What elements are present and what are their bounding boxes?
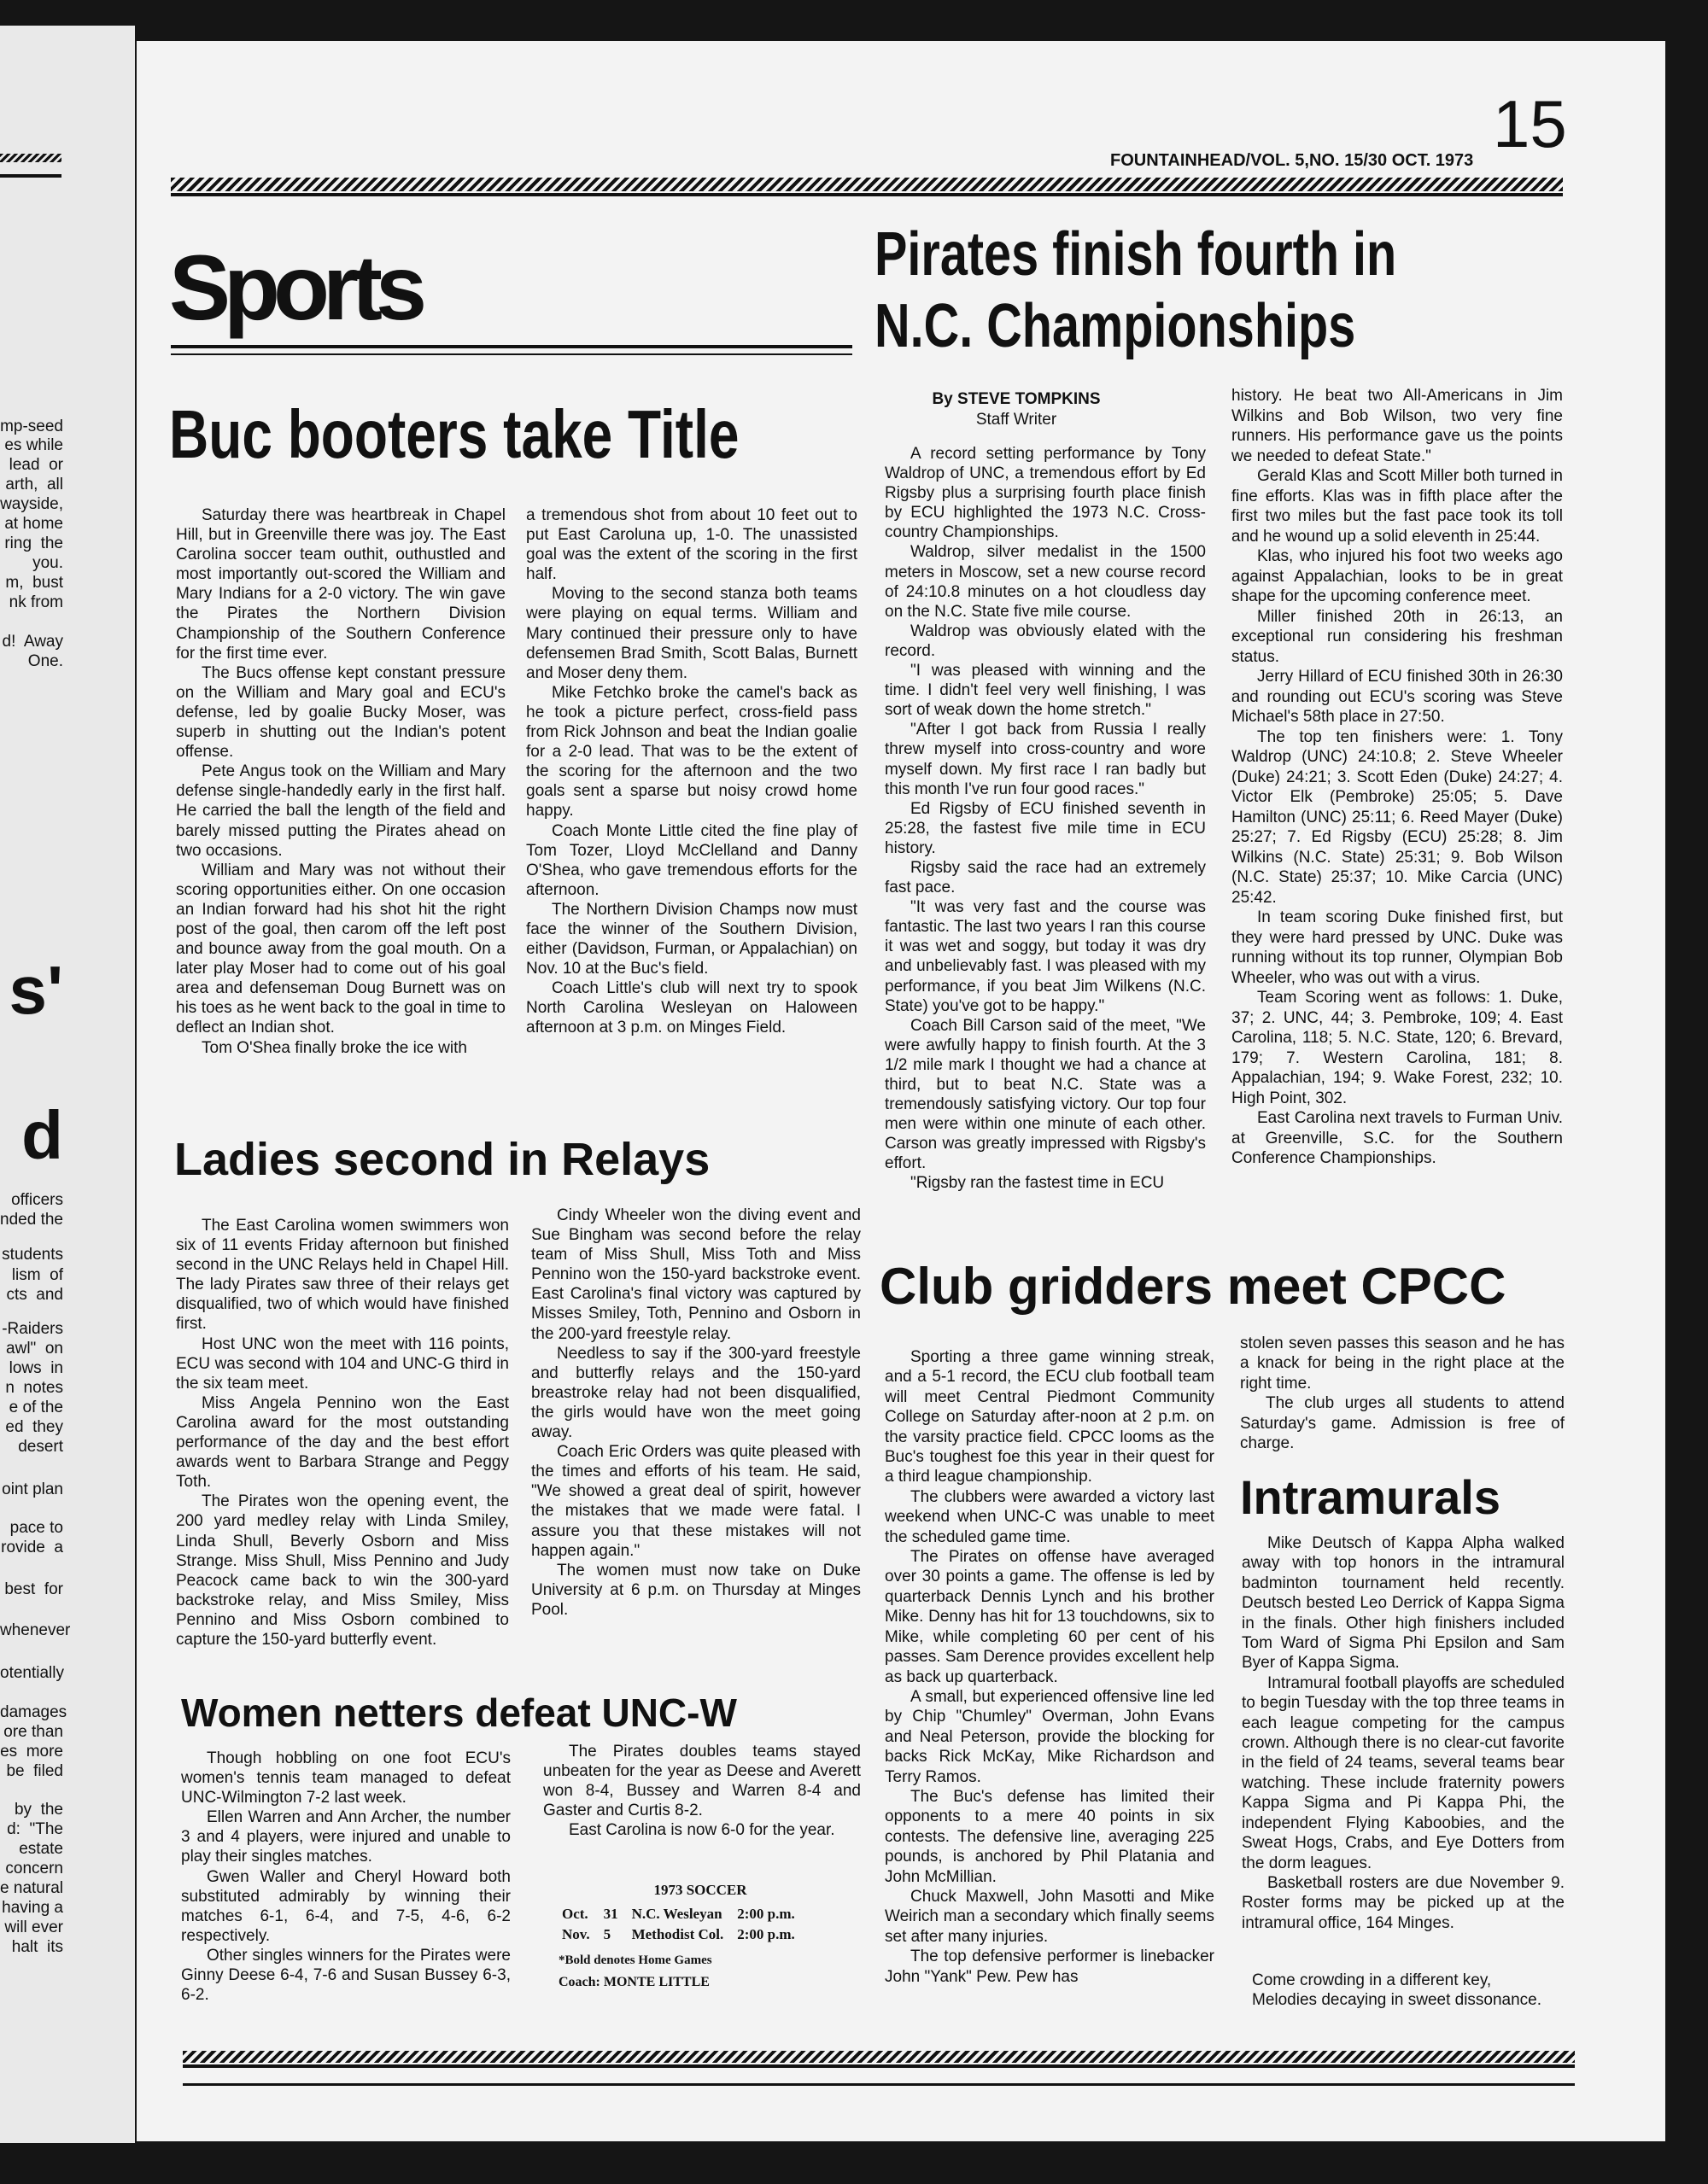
paragraph: Saturday there was heartbreak in Chapel Hill, but in Greenville there was joy. The East Carolina soccer team outhit, outhustled and most importantly out-scored the William and Mary Indians for a 2-0 victory. The win gave the Pirates the Northern Division Championship of the Southern Conference for the first time ever.	[176, 506, 506, 663]
filler-line-2: Melodies decaying in sweet dissonance.	[1252, 1991, 1542, 2009]
adjacent-page-fragment: students	[2, 1246, 63, 1264]
adjacent-page-edge	[0, 26, 135, 2143]
paragraph: Sporting a three game winning streak, and a 5-1 record, the ECU club football team will meet Central Piedmont Community College on Saturday after-noon at 2 p.m. on the varsity practice field. CPCC looms as the Buc's toughest foe this year in their quest for a third league championship.	[885, 1348, 1214, 1486]
paragraph: The top ten finishers were: 1. Tony Waldrop (UNC) 24:10.8; 2. Steve Wheeler (Duke) 24:21; 3. Scott Eden (Duke) 24:27; 4. Victor Elk (Pembroke) 25:05; 5. Dave Hamilton (UNC) 25:11; 6. Reed Mayer (Duke) 25:27; 7. Ed Rigsby (ECU) 25:28; 8. Jim Wilkins (N.C. State) 25:31; 9. Bob Wilson (N.C. State) 25:37; 10. Mike Carcia (UNC) 25:42.	[1231, 727, 1563, 907]
paragraph: Basketball rosters are due November 9. Roster forms may be picked up at the intramural office, 164 Minges.	[1242, 1873, 1565, 1932]
club-column-2	[1240, 1334, 1565, 1453]
paragraph: Waldrop was obviously elated with the record.	[885, 622, 1206, 660]
paragraph: The clubbers were awarded a victory last weekend when UNC-C was unable to meet the scheduled game time.	[885, 1487, 1214, 1546]
paragraph: "It was very fast and the course was fantastic. The last two years I ran this course it was wet and soggy, but today it was dry and unbelievably fast. I was pleased with my performance, if you beat Jim Wilkens (N.C. State) you've got to be happy."	[885, 898, 1206, 1015]
adjacent-page-fragment: ring the	[4, 534, 63, 552]
paragraph: Though hobbling on one foot ECU's women's tennis team managed to defeat UNC-Wilmington 7-2 last week.	[181, 1749, 511, 1807]
paragraph: Coach Little's club will next try to spook North Carolina Wesleyan on Haloween afternoon at 3 p.m. on Minges Field.	[526, 979, 857, 1037]
adjacent-page-fragment: One.	[27, 652, 63, 670]
byline-role: Staff Writer	[975, 411, 1057, 429]
paragraph: a tremendous shot from about 10 feet out to put East Caroluna up, 1-0. The unassisted goal was the extent of the scoring in the first half.	[526, 506, 857, 584]
adjacent-page-fragment: lead or	[9, 456, 63, 474]
adjacent-page-fragment: having a	[2, 1899, 63, 1917]
adjacent-page-fragment: nk from	[9, 593, 63, 611]
paragraph: Rigsby said the race had an extremely fast pace.	[885, 858, 1206, 897]
paragraph: history. He beat two All-Americans in Jim Wilkins and Bob Wilson, two very fine runners. His performance gave us the points we needed to defeat State."	[1231, 387, 1563, 465]
paragraph: A small, but experienced offensive line led by Chip "Chumley" Overman, John Evans and Neal Peterson, provide the blocking for backs Rick McKay, Mike Richardson and Terry Ramos.	[885, 1687, 1214, 1786]
adjacent-page-fragment: pace to	[9, 1519, 63, 1537]
paragraph: The women must now take on Duke University at 6 p.m. on Thursday at Minges Pool.	[531, 1561, 861, 1619]
netters-headline: Women netters defeat UNC-W	[181, 1691, 737, 1735]
adjacent-page-fragment: s'	[9, 952, 63, 1028]
paragraph: "After I got back from Russia I really threw myself into cross-country and wore myself down. My first race I ran badly but this month I've run four good races."	[885, 721, 1206, 798]
paragraph: Mike Fetchko broke the camel's back as he took a picture perfect, cross-field pass from Rick Johnson and beat the Indian goalie for a 2-0 lead. That was to be the extent of the scoring for the afternoon and the two goals sent a sparse but noisy crowd home happy.	[526, 683, 857, 820]
dateline: FOUNTAINHEAD/VOL. 5,NO. 15/30 OCT. 1973	[1110, 151, 1474, 170]
paragraph: Gerald Klas and Scott Miller both turned in fine efforts. Klas was in fifth place after the first two miles but the fast pace took its toll and he wound up a solid eleventh in 25:44.	[1231, 467, 1563, 546]
paragraph: Mike Deutsch of Kappa Alpha walked away with top honors in the intramural badminton tournament held recently. Deutsch bested Leo Derrick of Kappa Sigma in the finals. Other high finishers included Tom Ward of Sigma Phi Epsilon and Sam Byer of Kappa Sigma.	[1242, 1534, 1565, 1673]
paragraph: Coach Eric Orders was quite pleased with the times and efforts of his team. He said, "We showed a great deal of spirit, however the mistakes that we made were fatal. I assure you that these mistakes will not happen again."	[531, 1443, 861, 1560]
adjacent-page-fragment: wayside,	[0, 495, 63, 513]
paragraph: Chuck Maxwell, John Masotti and Mike Weirich man a secondary which finally seems set after many injuries.	[885, 1887, 1214, 1946]
paragraph: East Carolina next travels to Furman Univ. at Greenville, S.C. for the Southern Conference Championships.	[1231, 1109, 1563, 1167]
club-column-1	[885, 1347, 1214, 1987]
schedule-time: 2:00 p.m.	[737, 1906, 795, 1922]
adjacent-page-fragment: at home	[4, 515, 63, 533]
adjacent-page-fragment: arth, all	[5, 476, 63, 493]
adjacent-page-fragment: concern	[5, 1860, 63, 1877]
schedule-opponent: Methodist Col.	[631, 1926, 724, 1942]
buc-column-1	[176, 505, 506, 1058]
schedule-month: Nov.	[562, 1926, 590, 1942]
netters-column-2	[543, 1742, 861, 1840]
buc-column-2	[526, 505, 857, 1038]
paragraph: Jerry Hillard of ECU finished 30th in 26:30 and rounding out ECU's scoring was Steve Michael's 58th place in 27:50.	[1231, 668, 1563, 726]
pirates-headline-line2: N.C. Championships	[874, 292, 1356, 360]
adjacent-page-fragment: rovide a	[1, 1539, 63, 1556]
adjacent-page-fragment: d: "The	[7, 1820, 63, 1838]
filler-line-1: Come crowding in a different key,	[1252, 1971, 1492, 1989]
paragraph: Coach Bill Carson said of the meet, "We were awfully happy to finish fourth. At the 3 1/2 mile mark I thought we had a chance at third, but to beat N.C. State was a tremendously satisfying victory. Our top four men were within one minute of each other. Carson was greatly impressed with Rigsby's effort.	[885, 1016, 1206, 1173]
schedule-note: *Bold denotes Home Games	[559, 1953, 712, 1967]
paragraph: "I was pleased with winning and the time. I didn't feel very well finishing, I was sort of weak down the home stretch."	[885, 662, 1206, 720]
masthead-zigzag-rule	[171, 178, 1563, 191]
paragraph: Coach Monte Little cited the fine play of Tom Tozer, Lloyd McClelland and Danny O'Shea, who gave tremendous efforts for the afternoon.	[526, 821, 857, 899]
buc-headline: Buc booters take Title	[169, 396, 740, 472]
adjacent-page-fragment: desert	[18, 1438, 63, 1456]
paragraph: Needless to say if the 300-yard freestyle and butterfly relays and the 150-yard breastroke relay had not been disqualified, the girls would have won the meet going away.	[531, 1344, 861, 1442]
pirates-column-1	[885, 444, 1206, 1194]
adjacent-page-fragment: -Raiders	[2, 1320, 63, 1338]
adjacent-page-fragment: lism of	[11, 1266, 63, 1284]
paragraph: The Buc's defense has limited their opponents to a mere 40 points in six contests. The defensive line, averaging 225 pounds, is anchored by Phil Platania and John McMillian.	[885, 1787, 1214, 1886]
paragraph: "Rigsby ran the fastest time in ECU	[910, 1174, 1165, 1193]
adjacent-page-fragment: you.	[32, 554, 63, 572]
adjacent-page-fragment: will ever	[4, 1918, 63, 1936]
adjacent-page-fragment: best for	[4, 1580, 63, 1598]
paragraph: Cindy Wheeler won the diving event and Sue Bingham was second before the relay team of Miss Shull, Miss Toth and Miss Pennino won the 150-yard backstroke event. East Carolina's final victory was captured by Misses Smiley, Toth, Pennino and Osborn in the 200-yard freestyle relay.	[531, 1206, 861, 1343]
adjacent-page-fragment: ore than	[3, 1723, 63, 1741]
club-headline: Club gridders meet CPCC	[880, 1258, 1506, 1315]
ladies-headline: Ladies second in Relays	[174, 1134, 711, 1185]
adjacent-page-fragment: e of the	[9, 1399, 63, 1416]
adjacent-page-fragment: officers	[11, 1191, 63, 1209]
footer-rule	[183, 2064, 1575, 2068]
paragraph: A record setting performance by Tony Waldrop of UNC, a tremendous effort by Ed Rigsby plus a surprising fourth place finish by ECU highlighted the 1973 N.C. Cross-country Championships.	[885, 445, 1206, 542]
section-rule-thin	[171, 353, 852, 355]
adjacent-page-fragment: estate	[19, 1840, 63, 1858]
schedule-coach: Coach: MONTE LITTLE	[559, 1975, 710, 1989]
adjacent-page-rule	[0, 174, 61, 178]
schedule-title: 1973 SOCCER	[653, 1882, 747, 1898]
ladies-column-1	[176, 1216, 509, 1650]
paragraph: The Pirates on offense have averaged over 30 points a game. The offense is led by quarterback Dennis Lynch and his brother Mike. Denny has hit for 13 touchdowns, six to Mike, while completing 60 per cent of his passes. Sam Derence provides excellent help as back up quarterback.	[885, 1548, 1214, 1686]
schedule-day: 31	[603, 1906, 618, 1922]
paragraph: The top defensive performer is linebacker John "Yank" Pew. Pew has	[885, 1947, 1214, 1986]
paragraph: The East Carolina women swimmers won six of 11 events Friday afternoon but finished second in the UNC Relays held in Chapel Hill. The lady Pirates saw three of their relays get disqualified, two of which would have finished first.	[176, 1217, 509, 1334]
adjacent-page-fragment: damages	[0, 1703, 67, 1721]
paragraph: Miss Angela Pennino won the East Carolina award for the most outstanding performance of the day and the best effort awards went to Barbara Strange and Peggy Toth.	[176, 1393, 509, 1492]
schedule-opponent: N.C. Wesleyan	[631, 1906, 722, 1922]
section-title: Sports	[169, 236, 421, 339]
filler-verse	[1252, 1971, 1576, 2010]
adjacent-page-fragment: m, bust	[5, 574, 63, 592]
paragraph: Gwen Waller and Cheryl Howard both substituted admirably by winning their matches 6-1, 6-4, and 7-5, 4-6, 6-2 respectively.	[181, 1867, 511, 1945]
adjacent-page-fragment: oint plan	[2, 1480, 63, 1498]
paragraph: Intramural football playoffs are scheduled to begin Tuesday with the top three teams in each league competing for the campus crown. Although there is no clear-cut favorite in the field of 24 teams, several teams bear watching. These include fraternity powers Kappa Sigma and Pi Kappa Phi, the independent Flying Kaboobies, and the Sweat Hogs, Crabs, and Eye Dotters from the dorm leagues.	[1242, 1673, 1565, 1872]
soccer-schedule	[555, 1882, 845, 1990]
schedule-row	[555, 1924, 802, 1945]
adjacent-page-fragment: be filed	[6, 1762, 63, 1780]
schedule-time: 2:00 p.m.	[737, 1926, 795, 1942]
adjacent-page-fragment: d! Away	[2, 633, 63, 651]
intramurals-body	[1242, 1533, 1565, 1933]
pirates-column-2	[1231, 386, 1563, 1169]
adjacent-page-fragment: e natural	[0, 1879, 63, 1897]
paragraph: The club urges all students to attend Saturday's game. Admission is free of charge.	[1240, 1394, 1565, 1453]
adjacent-page-fragment: nded the	[0, 1211, 63, 1229]
netters-column-1	[181, 1749, 511, 2005]
paragraph: The Pirates won the opening event, the 200 yard medley relay with Linda Smiley, Linda Shull, Beverly Osborn and Miss Strange. Miss Shull, Miss Pennino and Judy Peacock came back to win the 300-yard backstroke relay, and Miss Smiley, Miss Pennino and Miss Osborn combined to capture the 150-yard butterfly event.	[176, 1492, 509, 1649]
paragraph: stolen seven passes this season and he has a knack for being in the right place at the right time.	[1240, 1334, 1565, 1393]
adjacent-page-fragment: n notes	[5, 1379, 63, 1397]
footer-rule-thin	[183, 2083, 1575, 2086]
schedule-row	[555, 1904, 802, 1924]
paragraph: Miller finished 20th in 26:13, an exceptional run considering his freshman status.	[1231, 607, 1563, 666]
paragraph: East Carolina is now 6-0 for the year.	[569, 1821, 835, 1840]
masthead-rule	[171, 193, 1563, 196]
adjacent-page-fragment: by the	[14, 1801, 63, 1819]
pirates-headline-line1: Pirates finish fourth in	[874, 220, 1397, 289]
adjacent-page-fragment: lows in	[9, 1359, 63, 1377]
pirates-byline	[871, 389, 1161, 430]
paragraph: Ellen Warren and Ann Archer, the number 3 and 4 players, were injured and unable to play their singles matches.	[181, 1808, 511, 1866]
pirates-headline	[874, 219, 1527, 362]
adjacent-page-fragment: otentially	[0, 1664, 64, 1682]
adjacent-page-fragment: halt its	[11, 1938, 63, 1956]
adjacent-page-fragment: mp-seed	[0, 418, 63, 435]
schedule-month: Oct.	[562, 1906, 588, 1922]
paragraph: In team scoring Duke finished first, but they were hard pressed by UNC. Duke was running without its top runner, Olympian Bob Wheeler, who was out with a virus.	[1231, 908, 1563, 987]
paragraph: The Pirates doubles teams stayed unbeaten for the year as Deese and Averett won 8-4, Bussey and Warren 8-4 and Gaster and Curtis 8-2.	[543, 1743, 861, 1820]
page-number: 15	[1493, 86, 1567, 161]
byline-name: By STEVE TOMPKINS	[932, 390, 1101, 408]
paragraph: Other singles winners for the Pirates were Ginny Deese 6-4, 7-6 and Susan Bussey 6-3, 6-2.	[181, 1946, 511, 2005]
paragraph: Ed Rigsby of ECU finished seventh in 25:28, the fastest five mile time in ECU history.	[885, 799, 1206, 857]
paragraph: The Northern Division Champs now must face the winner of the Southern Division, either (Davidson, Furman, or Appalachian) on Nov. 10 at the Buc's field.	[526, 900, 857, 978]
paragraph: Host UNC won the meet with 116 points, ECU was second with 104 and UNC-G third in the six team meet.	[176, 1334, 509, 1393]
adjacent-page-fragment: ed they	[5, 1418, 63, 1436]
adjacent-page-fragment: awl" on	[6, 1340, 63, 1358]
paragraph: Waldrop, silver medalist in the 1500 meters in Moscow, set a new course record of 24:10.8 minutes on a hot cloudless day on the N.C. State five mile course.	[885, 543, 1206, 621]
ladies-column-2	[531, 1206, 861, 1620]
adjacent-page-rule	[0, 154, 61, 162]
section-rule	[171, 345, 852, 348]
schedule-table	[555, 1904, 802, 1945]
paragraph: The Bucs offense kept constant pressure on the William and Mary goal and ECU's defense, led by goalie Bucky Moser, was superb in shutting out the Indian's potent offense.	[176, 663, 506, 762]
adjacent-page-fragment: d	[21, 1097, 63, 1173]
schedule-day: 5	[603, 1926, 611, 1942]
adjacent-page-fragment: cts and	[6, 1286, 63, 1304]
footer-zigzag-rule	[183, 2051, 1575, 2063]
paragraph: William and Mary was not without their scoring opportunities either. On one occasion an Indian forward had his shot hit the right post of the goal, then carom off the left post and bounce away from the goal mouth. On a later play Moser had to come out of his goal area and defenseman Doug Burnett was on his toes as he went back to the goal in time to deflect an Indian shot.	[176, 861, 506, 1037]
adjacent-page-fragment: es more	[0, 1743, 63, 1761]
paragraph: Pete Angus took on the William and Mary defense single-handedly early in the first half. He carried the ball the length of the field and barely missed putting the Pirates ahead on two occasions.	[176, 762, 506, 860]
intramurals-headline: Intramurals	[1240, 1470, 1500, 1524]
adjacent-page-fragment: es while	[4, 436, 63, 454]
paragraph: Tom O'Shea finally broke the ice with	[202, 1038, 467, 1057]
paragraph: Klas, who injured his foot two weeks ago against Appalachian, looks to be in great shape for the upcoming conference meet.	[1231, 547, 1563, 605]
paragraph: Team Scoring went as follows: 1. Duke, 37; 2. UNC, 44; 3. Pembroke, 109; 4. East Carolina, 118; 5. N.C. State, 120; 6. Brevard, 179; 7. Western Carolina, 181; 8. Appalachian, 194; 9. Wake Forest, 232; 10. High Point, 302.	[1231, 989, 1563, 1107]
adjacent-page-fragment: whenever	[0, 1621, 71, 1639]
paragraph: Moving to the second stanza both teams were playing on equal terms. William and Mary continued their pressure only to have defensemen Brad Smith, Scott Balas, Burnett and Moser deny them.	[526, 585, 857, 682]
